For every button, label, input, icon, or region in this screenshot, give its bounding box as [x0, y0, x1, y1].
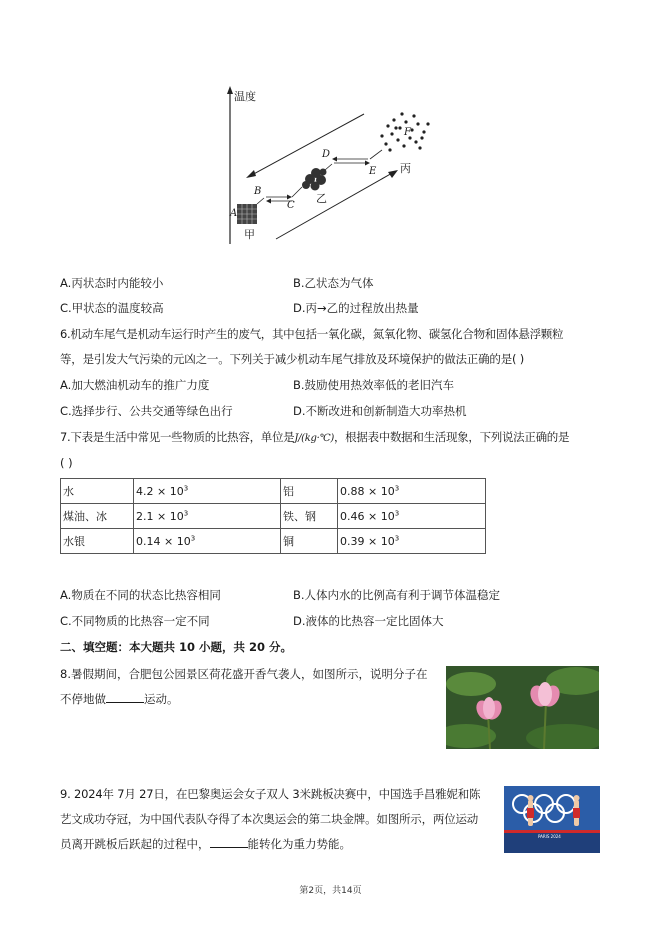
q6-stem-line2: 等，是引发大气污染的元凶之一。下列关于减少机动车尾气排放及环境保护的做法正确的是( )	[60, 352, 525, 366]
upper-arrow-head-icon	[246, 170, 256, 178]
q5-option-a: A.丙状态时内能较小	[60, 276, 164, 290]
table-cell: $0.39 \times 10^3$	[338, 529, 486, 554]
table-cell: $4.2 \times 10^3$	[134, 479, 281, 504]
q5-option-b: B.乙状态为气体	[293, 276, 374, 290]
q7-unit: J/(kg·℃)	[294, 433, 334, 444]
answer-blank[interactable]	[106, 692, 144, 703]
q7-stem-line2: ( )	[60, 456, 73, 470]
q6-stem-line1: 6.机动车尾气是机动车运行时产生的废气，其中包括一氧化碳，氮氧化物、碳氢化合物和固体悬浮颗粒	[60, 327, 564, 341]
page-footer: 第2页，共14页	[299, 886, 362, 896]
q7-stem-line1	[60, 430, 569, 446]
point-label-d: D	[322, 149, 331, 160]
q6-option-b: B.鼓励使用热效率低的老旧汽车	[293, 378, 455, 392]
axis-label: 温度	[234, 90, 256, 103]
q7-option-a: A.物质在不同的状态比热容相同	[60, 588, 221, 602]
q5-option-d: D.丙→乙的过程放出热量	[293, 301, 419, 315]
table-cell: $0.88 \times 10^3$	[338, 479, 486, 504]
answer-blank[interactable]	[210, 837, 248, 848]
point-label-f: F	[404, 127, 411, 138]
table-cell: 铝	[281, 479, 338, 504]
q6-option-d: D.不断改进和创新制造大功率热机	[293, 404, 467, 418]
q6-option-a: A.加大燃油机动车的推广力度	[60, 378, 210, 392]
table-row	[61, 504, 486, 529]
table-row	[61, 529, 486, 554]
liquid-cluster	[302, 168, 327, 191]
axis-arrow-icon	[227, 86, 233, 94]
q6-option-c: C.选择步行、公共交通等绿色出行	[60, 404, 233, 418]
q7-stem-b: ，根据表中数据和生活现象，下列说法正确的是	[333, 430, 570, 444]
q7-option-c: C.不同物质的比热容一定不同	[60, 614, 210, 628]
table-row	[61, 479, 486, 504]
table-cell: 水	[61, 479, 134, 504]
table-cell: 水银	[61, 529, 134, 554]
q5-option-c: C.甲状态的温度较高	[60, 301, 164, 315]
state-label-jia: 甲	[244, 228, 255, 241]
specific-heat-table	[60, 478, 486, 554]
q9-line3: 员离开跳板后跃起的过程中， 能转化为重力势能。	[60, 837, 351, 851]
q8-line2: 不停地做 运动。	[60, 692, 179, 706]
q7-option-b: B.人体内水的比例高有利于调节体温稳定	[293, 588, 501, 602]
state-label-yi: 乙	[316, 192, 327, 205]
photo-caption: PARIS 2024	[538, 834, 561, 839]
diving-photo	[504, 786, 600, 853]
point-label-a: A	[230, 208, 238, 219]
upper-arrow-line	[250, 114, 364, 176]
section-heading: 二、填空题：本大题共 10 小题，共 20 分。	[60, 640, 293, 654]
q9-line2: 艺文成功夺冠，为中国代表队夺得了本次奥运会的第二块金牌。如图所示，两位运动	[60, 812, 479, 826]
table-cell: $0.46 \times 10^3$	[338, 504, 486, 529]
point-label-b: B	[254, 186, 262, 197]
q7-option-d: D.液体的比热容一定比固体大	[293, 614, 444, 628]
diver-icon	[527, 795, 534, 826]
table-cell: $0.14 \times 10^3$	[134, 529, 281, 554]
lower-arrow-head-icon	[388, 170, 398, 178]
q9-line1: 9. 2024年 7月 27日，在巴黎奥运会女子双人 3米跳板决赛中，中国选手昌雅妮和陈	[60, 787, 481, 801]
table-cell: 铜	[281, 529, 338, 554]
table-cell: 铁、钢	[281, 504, 338, 529]
diver-icon	[573, 795, 580, 826]
point-label-e: E	[369, 166, 377, 177]
table-cell: 煤油、冰	[61, 504, 134, 529]
table-cell: $2.1 \times 10^3$	[134, 504, 281, 529]
q7-stem-a: 7.下表是生活中常见一些物质的比热容，单位是	[60, 430, 295, 444]
point-label-c: C	[287, 200, 295, 211]
state-label-bing: 丙	[400, 162, 411, 175]
q8-line1: 8.暑假期间，合肥包公园景区荷花盛开香气袭人，如图所示，说明分子在	[60, 667, 428, 681]
lotus-photo	[446, 666, 599, 749]
